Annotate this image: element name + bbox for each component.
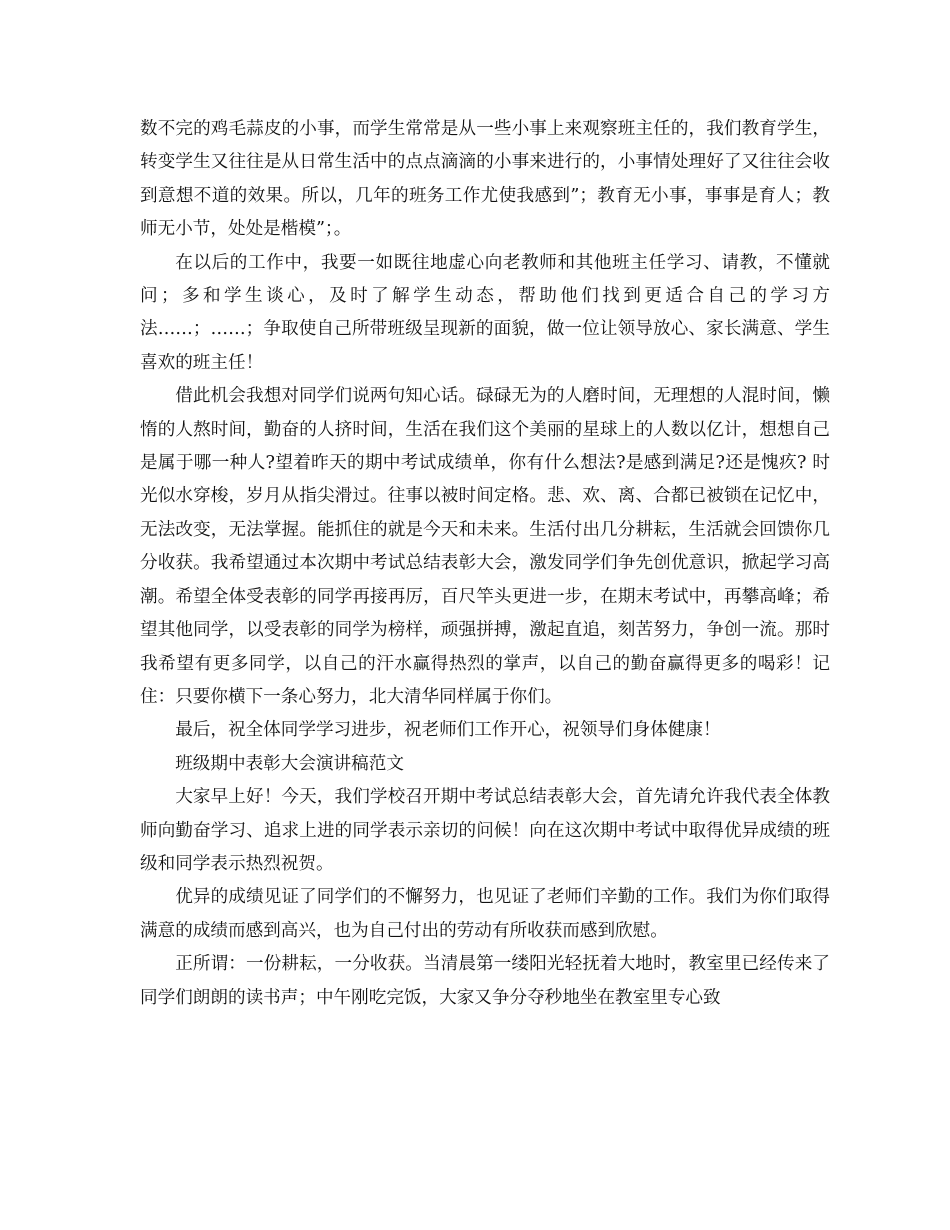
paragraph-7: 优异的成绩见证了同学们的不懈努力，也见证了老师们辛勤的工作。我们为你们取得满意的成绩而感到高兴，也为自己付出的劳动有所收获而感到欣慰。 <box>140 887 830 941</box>
paragraph-8: 正所谓：一份耕耘，一分收获。当清晨第一缕阳光轻抚着大地时，教室里已经传来了同学们朗朗的读书声；中午刚吃完饭，大家又争分夺秒地坐在教室里专心致 <box>140 954 830 1008</box>
section-title: 班级期中表彰大会演讲稿范文 <box>175 753 404 774</box>
paragraph-1: 数不完的鸡毛蒜皮的小事，而学生常常是从一些小事上来观察班主任的，我们教育学生，转变学生又往往是从日常生活中的点点滴滴的小事来进行的，小事情处理好了又往往会收到意想不道的效果。所以，几年的班务工作尤使我感到”；教育无小事，事事是育人；教师无小节，处处是楷模”；。 <box>140 119 830 240</box>
document-body <box>140 113 830 1015</box>
paragraph-3: 借此机会我想对同学们说两句知心话。碌碌无为的人磨时间，无理想的人混时间，懒惰的人熬时间，勤奋的人挤时间，生活在我们这个美丽的星球上的人数以亿计，想想自己是属于哪一种人?望着昨天的期中考试成绩单，你有什么想法?是感到满足?还是愧疚? 时光似水穿梭，岁月从指尖滑过。往事以被时间定格。悲、欢、离、合都已被锁在记忆中，无法改变，无法掌握。能抓住的就是今天和未来。生活付出几分耕耘，生活就会回馈你几分收获。我希望通过本次期中考试总结表彰大会，激发同学们争先创优意识，掀起学习高潮。希望全体受表彰的同学再接再厉，百尺竿头更进一步，在期末考试中，再攀高峰；希望其他同学，以受表彰的同学为榜样，顽强拼搏，激起直追，刻苦努力，争创一流。那时我希望有更多同学，以自己的汗水赢得热烈的掌声，以自己的勤奋赢得更多的喝彩！记住：只要你横下一条心努力，北大清华同样属于你们。 <box>140 386 830 707</box>
paragraph-6: 大家早上好！今天，我们学校召开期中考试总结表彰大会，首先请允许我代表全体教师向勤奋学习、追求上进的同学表示亲切的问候！向在这次期中考试中取得优异成绩的班级和同学表示热烈祝贺。 <box>140 787 830 874</box>
paragraph-4: 最后，祝全体同学学习进步，祝老师们工作开心，祝领导们身体健康！ <box>175 720 721 741</box>
paragraph-2: 在以后的工作中，我要一如既往地虚心向老教师和其他班主任学习、请教，不懂就问；多和学生谈心，及时了解学生动态，帮助他们找到更适合自己的学习方法……；……；争取使自己所带班级呈现新的面貌，做一位让领导放心、家长满意、学生喜欢的班主任！ <box>140 252 830 373</box>
